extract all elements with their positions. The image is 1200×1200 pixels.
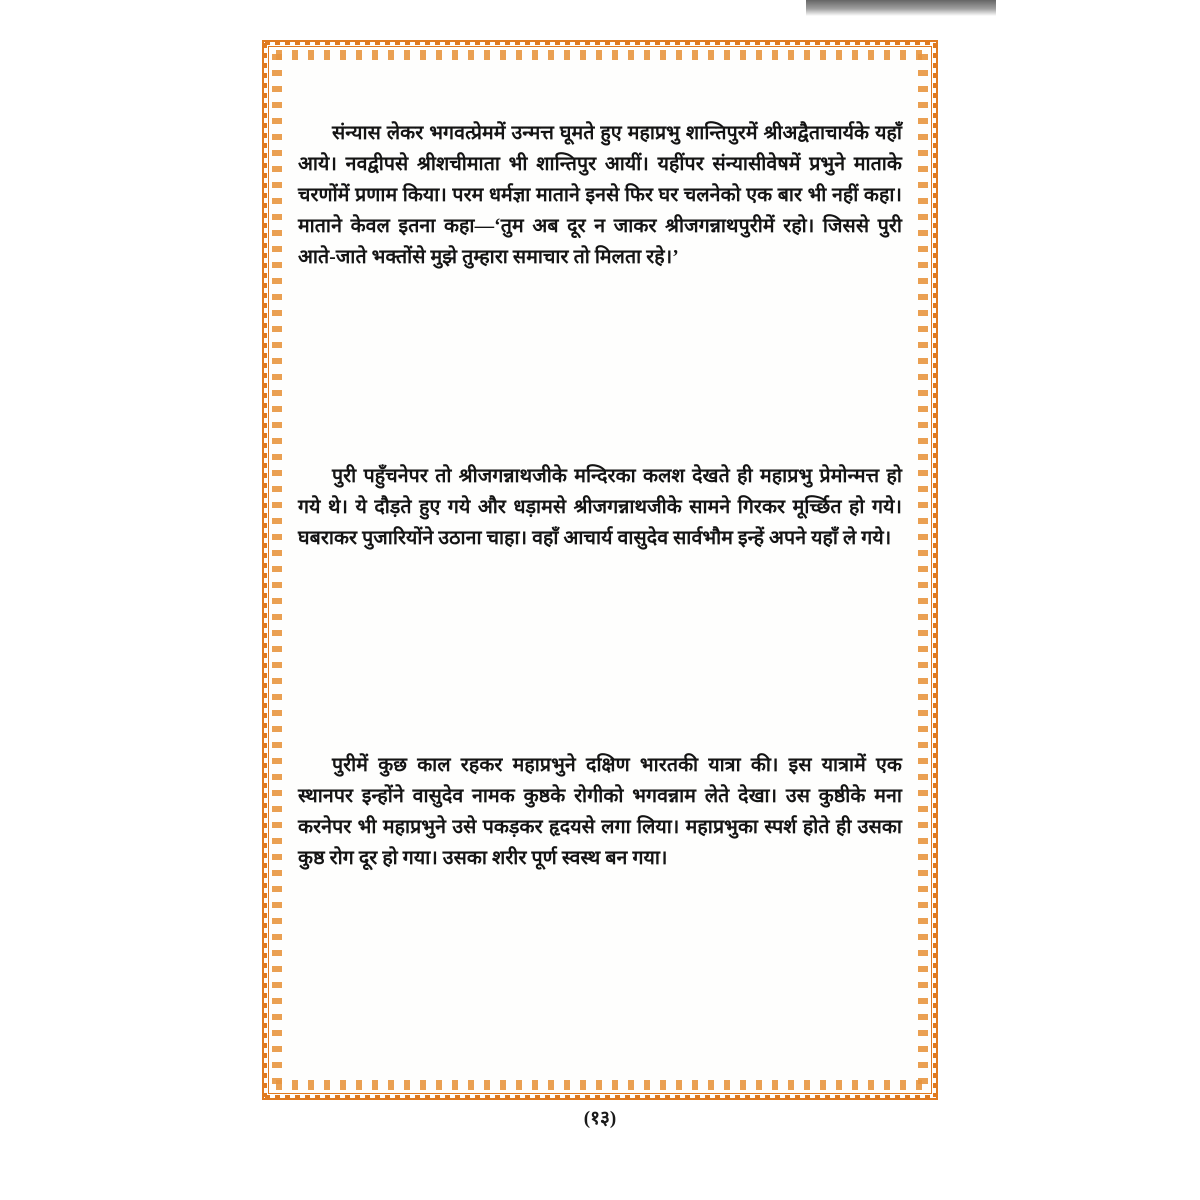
paragraph-2: पुरी पहुँचनेपर तो श्रीजगन्नाथजीके मन्दिरका कलश देखते ही महाप्रभु प्रेमोन्मत्त हो गये थे। ये दौड़ते हुए गये और धड़ामसे श्रीजगन्नाथजीके सामने गिरकर मूर्च्छित हो गये। घबराकर पुजारियोंने उठाना चाहा। वहाँ आचार्य वासुदेव सार्वभौम इन्हें अपने यहाँ ले गये।	[298, 466, 902, 549]
ornament-strip-top	[265, 42, 935, 45]
paragraph-1: संन्यास लेकर भगवत्प्रेममें उन्मत्त घूमते हुए महाप्रभु शान्तिपुरमें श्रीअद्वैताचार्यके यहाँ आये। नवद्वीपसे श्रीशचीमाता भी शान्तिपुर आयीं। यहींपर संन्यासीवेषमें प्रभुने माताके चरणोंमें प्रणाम किया। परम धर्मज्ञा माताने इनसे फिर घर चलनेको एक बार भी नहीं कहा। माताने केवल इतना कहा—‘तुम अब दूर न जाकर श्रीजगन्नाथपुरीमें रहो। जिससे पुरी आते-जाते भक्तोंसे मुझे तुम्हारा समाचार तो मिलता रहे।’	[298, 123, 902, 268]
paragraph-spacer-2	[298, 554, 902, 750]
ornament-ticks-right	[918, 54, 928, 1086]
paragraph-spacer-1	[298, 273, 902, 461]
paragraph-3: पुरीमें कुछ काल रहकर महाप्रभुने दक्षिण भारतकी यात्रा की। इस यात्रामें एक स्थानपर इन्होंने वासुदेव नामक कुष्ठके रोगीको भगवन्नाम लेते देखा। उस कुष्ठीके मना करनेपर भी महाप्रभुने उसे पकड़कर हृदयसे लगा लिया। महाप्रभुका स्पर्श होते ही उसका कुष्ठ रोग दूर हो गया। उसका शरीर पूर्ण स्वस्थ बन गया।	[298, 755, 902, 869]
ornament-ticks-bottom	[276, 1080, 924, 1090]
ornament-strip-bottom	[265, 1095, 935, 1098]
page-text-column	[298, 118, 902, 1060]
ornament-ticks-top	[276, 50, 924, 60]
book-edge-shadow	[806, 0, 996, 16]
ornament-strip-left	[264, 43, 267, 1097]
document-page	[262, 40, 938, 1129]
page-number: (१३)	[583, 1108, 617, 1129]
ornament-strip-right	[933, 43, 936, 1097]
ornament-ticks-left	[272, 54, 282, 1086]
